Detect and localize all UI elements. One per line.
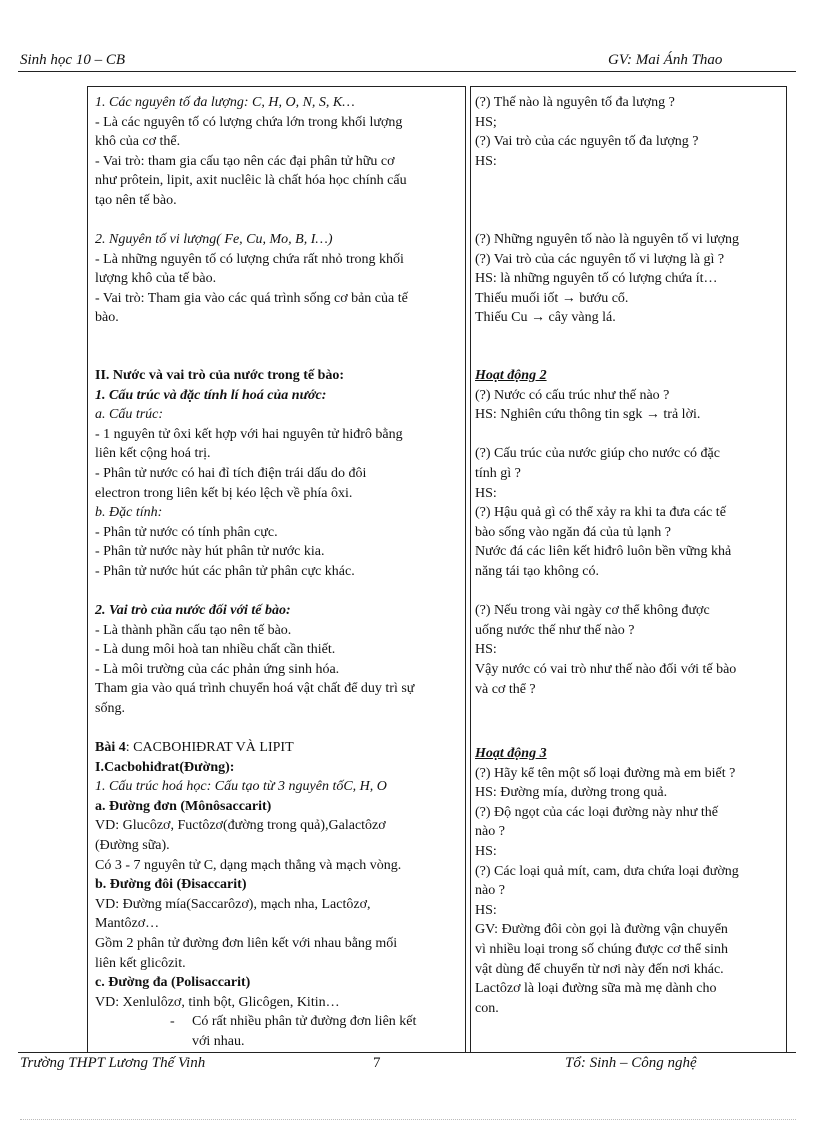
section-title: II. Nước và vai trò của nước trong tế bào: — [95, 368, 345, 383]
text-line: Gồm 2 phân tử đường đơn liên kết với nhau bằng mối — [95, 935, 398, 951]
text-line: Có 3 - 7 nguyên tử C, dạng mạch thẳng và mạch vòng. — [95, 857, 402, 873]
activity-3 — [475, 744, 780, 1018]
text-line: khô của cơ thể. — [95, 134, 181, 150]
footer-school: Trường THPT Lương Thế Vinh — [20, 1055, 206, 1071]
text-line: nào ? — [475, 883, 505, 899]
text-line: vật dùng để chuyển từ nơi này đến nơi khác. — [475, 961, 724, 977]
subsection-heading: c. Đường đa (Polisaccarit) — [95, 975, 251, 991]
text-line: - Là thành phần cấu tạo nên tế bào. — [95, 622, 292, 638]
text-line: bào sống vào ngăn đá của tủ lạnh ? — [475, 524, 671, 540]
lesson-name: : CACBOHIĐRAT VÀ LIPIT — [125, 740, 294, 755]
text-line: - Phân tử nước hút các phân tử phân cực khác. — [95, 563, 355, 579]
text-line: (?) Cấu trúc của nước giúp cho nước có đặc — [475, 446, 720, 462]
text-line: với nhau. — [192, 1033, 245, 1049]
text-line: HS: Nghiên cứu thông tin sgk → trả lời. — [475, 407, 701, 423]
text-line: và cơ thể ? — [475, 681, 536, 697]
text-line: VD: Glucôzơ, Fuctôzơ(đường trong quả),Galactôzơ — [95, 818, 386, 834]
activity-title: Hoạt động 3 — [475, 746, 547, 761]
subsection-heading: a. Đường đơn (Mônôsaccarit) — [95, 798, 272, 814]
text-line: (Đường sữa). — [95, 837, 170, 853]
text-line: VD: Xenlulôzơ, tinh bột, Glicôgen, Kitin… — [95, 994, 340, 1010]
text-line: - Vai trò: tham gia cấu tạo nên các đại phân tử hữu cơ — [95, 153, 395, 169]
header-teacher: GV: Mai Ánh Thao — [608, 52, 723, 68]
subsection-heading: b. Đặc tính: — [95, 505, 163, 521]
text-line: Lactôzơ là loại đường sữa mà mẹ dành cho — [475, 981, 717, 997]
text-line: HS: là những nguyên tố có lượng chứa ít… — [475, 271, 718, 287]
text-line: (?) Hậu quả gì có thể xảy ra khi ta đưa các tế — [475, 505, 726, 521]
lesson-number: Bài 4 — [95, 740, 126, 755]
text-line: electron trong liên kết bị kéo lệch về phía ôxi. — [95, 485, 353, 501]
text-line: lượng khô của tế bào. — [95, 271, 217, 287]
page-bottom-dotted-rule — [20, 1119, 796, 1120]
section-title: 2. Vai trò của nước đối với tế bào: — [95, 603, 291, 618]
text-line: vì nhiều loại trong số chúng được cơ thể sinh — [475, 941, 728, 957]
header-subject: Sinh học 10 – CB — [20, 52, 125, 68]
section-lesson-4 — [95, 738, 457, 1052]
section-macro-elements — [95, 93, 457, 211]
text-line: sống. — [95, 700, 125, 716]
text-line: năng tái tạo không có. — [475, 563, 600, 579]
text-line: Tham gia vào quá trình chuyển hoá vật chất để duy trì sự — [95, 681, 415, 697]
text-line: HS: Đường mía, dường trong quả. — [475, 785, 668, 801]
footer-department: Tổ: Sinh – Công nghệ — [565, 1055, 697, 1071]
text-line: (?) Độ ngọt của các loại đường này như thế — [475, 804, 718, 820]
text-line: như prôtein, lipit, axit nuclêic là chất hóa học chính cấu — [95, 173, 407, 189]
text-line: uống nước thế như thế nào ? — [475, 622, 635, 638]
text-line: tạo nên tế bào. — [95, 192, 177, 208]
text-line: - Là những nguyên tố có lượng chứa rất nhỏ trong khối — [95, 251, 404, 267]
section-title: 1. Các nguyên tố đa lượng: C, H, O, N, S, K… — [95, 95, 355, 110]
subsection-title: 1. Cấu trúc và đặc tính lí hoá của nước: — [95, 387, 327, 403]
text-line: - Là các nguyên tố có lượng chứa lớn trong khối lượng — [95, 114, 403, 130]
text-line: con. — [475, 1000, 499, 1016]
text-line: - 1 nguyên tử ôxi kết hợp với hai nguyên tử hiđrô bằng — [95, 426, 403, 442]
text-line: HS: — [475, 843, 497, 859]
text-line: (?) Hãy kể tên một số loại đường mà em biết ? — [475, 765, 736, 781]
page-number: 7 — [373, 1055, 381, 1071]
text-line — [475, 582, 780, 602]
text-line: - Là dung môi hoà tan nhiều chất cần thiết. — [95, 642, 336, 658]
subsection-title: 1. Cấu trúc hoá học: Cấu tạo từ 3 nguyên tốC, H, O — [95, 779, 387, 795]
section-title: 2. Nguyên tố vi lượng( Fe, Cu, Mo, B, I…) — [95, 232, 333, 247]
text-line: HS: — [475, 485, 497, 501]
subsection-heading: b. Đường đôi (Đisaccarit) — [95, 877, 247, 893]
text-line: HS: — [475, 902, 497, 918]
subsection-heading: a. Cấu trúc: — [95, 407, 164, 423]
text-line: (?) Những nguyên tố nào là nguyên tố vi lượng — [475, 232, 740, 247]
text-line: - Là môi trường của các phản ứng sinh hóa. — [95, 661, 340, 677]
lesson-title — [95, 738, 457, 758]
section-micro-elements — [95, 230, 457, 328]
bullet-dash: - — [170, 1014, 175, 1030]
text-line: (?) Nước có cấu trúc như thế nào ? — [475, 387, 670, 403]
text-line: (?) Thế nào là nguyên tố đa lượng ? — [475, 95, 675, 110]
section-water-structure — [95, 366, 457, 582]
header-rule — [18, 71, 796, 72]
text-line: Nước đá các liên kết hiđrô luôn bền vững khả — [475, 544, 732, 560]
text-line: Thiếu Cu → cây vàng lá. — [475, 310, 616, 326]
text-line: HS: — [475, 153, 497, 169]
text-line: - Phân tử nước có hai đỉ tích điện trái dấu do đôi — [95, 465, 367, 481]
text-line: (?) Nếu trong vài ngày cơ thể không được — [475, 603, 710, 619]
footer-rule — [18, 1052, 796, 1053]
bullet-text: Có rất nhiều phân tử đường đơn liên kết — [192, 1014, 417, 1030]
text-line: liên kết cộng hoá trị. — [95, 446, 211, 462]
questions-micro — [475, 230, 780, 328]
section-title: I.Cacbohiđrat(Đường): — [95, 759, 235, 775]
text-line: GV: Đường đôi còn gọi là đường vận chuyển — [475, 922, 728, 938]
text-line: - Vai trò: Tham gia vào các quá trình sống cơ bản của tế — [95, 290, 408, 306]
text-line — [475, 425, 780, 445]
questions-macro — [475, 93, 780, 171]
text-line: Thiếu muối iốt → bướu cổ. — [475, 290, 629, 306]
text-line: tính gì ? — [475, 465, 521, 481]
text-line: Mantôzơ… — [95, 916, 160, 932]
text-line: nào ? — [475, 824, 505, 840]
text-line: bào. — [95, 310, 119, 326]
text-line: - Phân tử nước này hút phân tử nước kia. — [95, 544, 325, 560]
text-line: Vậy nước có vai trò như thế nào đối với tế bào — [475, 661, 737, 677]
text-line: (?) Vai trò của các nguyên tố đa lượng ? — [475, 134, 699, 150]
activity-title: Hoạt động 2 — [475, 368, 547, 383]
text-line: HS; — [475, 114, 497, 130]
activity-2 — [475, 366, 780, 699]
text-line: (?) Vai trò của các nguyên tố vi lượng là gì ? — [475, 251, 725, 267]
text-line: VD: Đường mía(Saccarôzơ), mạch nha, Lactôzơ, — [95, 896, 371, 912]
text-line: (?) Các loại quả mít, cam, dưa chứa loại đường — [475, 863, 739, 879]
bullet-item — [95, 1012, 457, 1032]
text-line: - Phân tử nước có tính phân cực. — [95, 524, 278, 540]
section-water-role — [95, 601, 457, 719]
text-line: liên kết glicôzit. — [95, 955, 186, 971]
text-line: HS: — [475, 642, 497, 658]
